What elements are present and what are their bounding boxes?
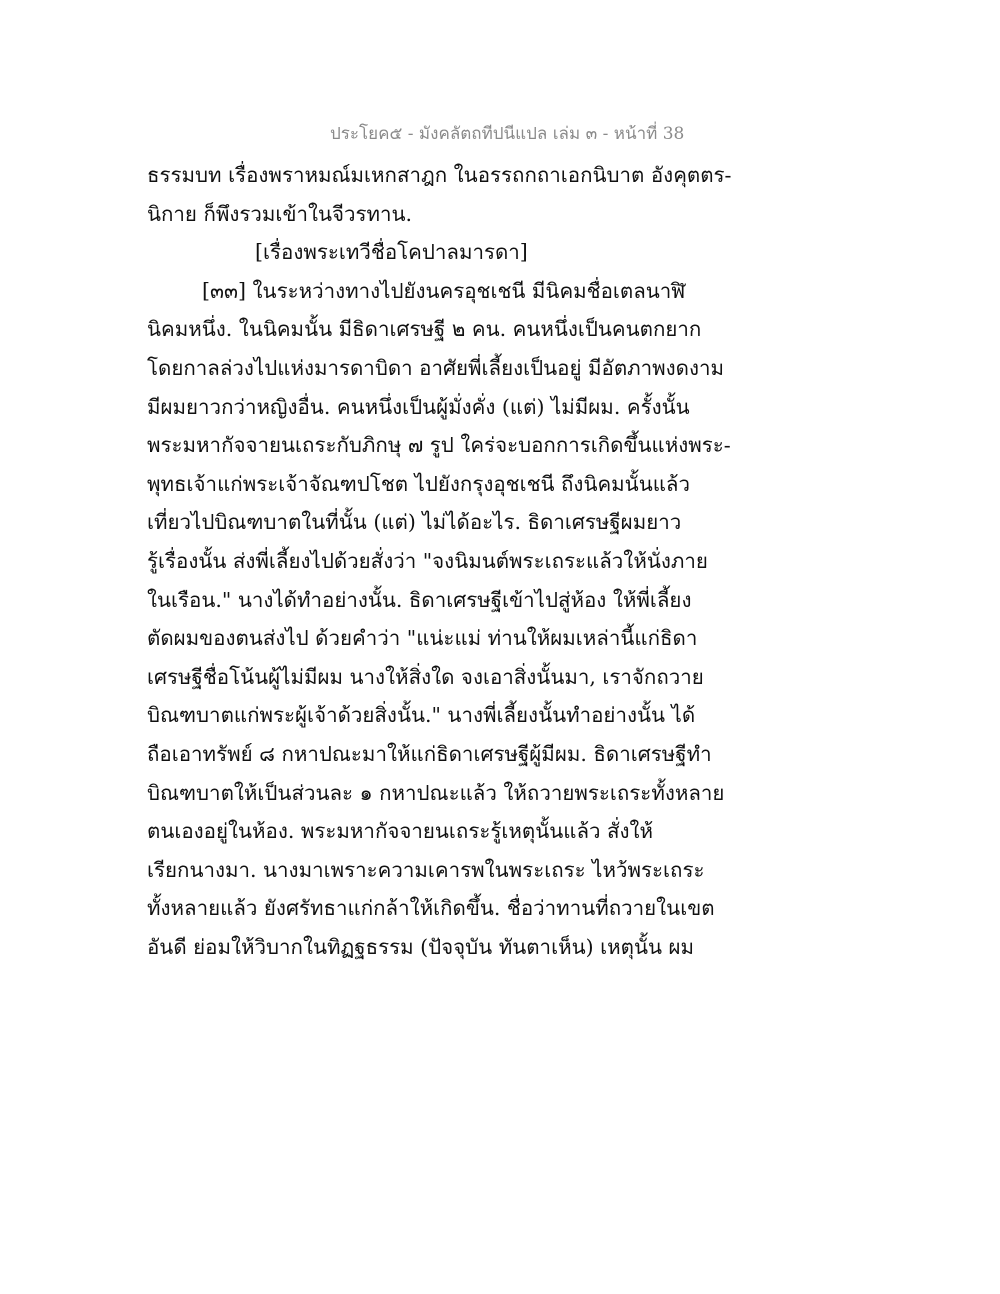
body-text <box>147 156 732 966</box>
text-line: พุทธเจ้าแก่พระเจ้าจัณฑปโชต ไปยังกรุงอุชเชนี ถึงนิคมนั้นแล้ว <box>147 471 690 496</box>
text-line: อันดี ย่อมให้วิบากในทิฏฐธรรม (ปัจจุบัน ทันตาเห็น) เหตุนั้น ผม <box>147 934 695 959</box>
text-line: เศรษฐีชื่อโน้นผู้ไม่มีผม นางให้สิ่งใด จงเอาสิ่งนั้นมา, เราจักถวาย <box>147 664 704 689</box>
text-line: รู้เรื่องนั้น ส่งพี่เลี้ยงไปด้วยสั่งว่า "จงนิมนต์พระเถระแล้วให้นั่งภาย <box>147 548 708 573</box>
text-line: พระมหากัจจายนเถระกับภิกษุ ๗ รูป ใคร่จะบอกการเกิดขึ้นแห่งพระ- <box>147 433 731 458</box>
text-line: ตัดผมของตนส่งไป ด้วยคำว่า "แน่ะแม่ ท่านให้ผมเหล่านี้แก่ธิดา <box>147 626 698 651</box>
text-line: มีผมยาวกว่าหญิงอื่น. คนหนึ่งเป็นผู้มั่งคั่ง (แต่) ไม่มีผม. ครั้งนั้น <box>147 394 690 419</box>
text-line: ถือเอาทรัพย์ ๘ กหาปณะมาให้แก่ธิดาเศรษฐีผู้มีผม. ธิดาเศรษฐีทำ <box>147 741 712 766</box>
text-line: เรียกนางมา. นางมาเพราะความเคารพในพระเถระ ไหว้พระเถระ <box>147 857 705 882</box>
text-line: นิกาย ก็พึงรวมเข้าในจีวรทาน. <box>147 201 413 226</box>
section-heading: [เรื่องพระเทวีชื่อโคปาลมารดา] <box>255 240 528 265</box>
text-line: บิณฑบาตแก่พระผู้เจ้าด้วยสิ่งนั้น." นางพี่เลี้ยงนั้นทำอย่างนั้น ได้ <box>147 703 696 728</box>
text-line: โดยกาลล่วงไปแห่งมารดาบิดา อาศัยพี่เลี้ยงเป็นอยู่ มีอัตภาพงดงาม <box>147 355 725 380</box>
text-line: บิณฑบาตให้เป็นส่วนละ ๑ กหาปณะแล้ว ให้ถวายพระเถระทั้งหลาย <box>147 780 725 805</box>
text-line: ธรรมบท เรื่องพราหมณ์มเหกสาฎก ในอรรถกถาเอกนิบาต อังคุตตร- <box>147 163 732 187</box>
text-line: เที่ยวไปบิณฑบาตในที่นั้น (แต่) ไม่ได้อะไร. ธิดาเศรษฐีผมยาว <box>147 510 682 535</box>
running-header: ประโยค๕ - มังคลัตถทีปนีแปล เล่ม ๓ - หน้าที่ 38 <box>330 124 685 144</box>
text-line: นิคมหนึ่ง. ในนิคมนั้น มีธิดาเศรษฐี ๒ คน. คนหนึ่งเป็นคนตกยาก <box>147 317 702 342</box>
text-line: ทั้งหลายแล้ว ยังศรัทธาแก่กล้าให้เกิดขึ้น. ชื่อว่าทานที่ถวายในเขต <box>147 896 715 921</box>
paragraph-start: [๓๓] ในระหว่างทางไปยังนครอุชเชนี มีนิคมชื่อเตลนาฬิ <box>202 278 686 303</box>
text-line: ในเรือน." นางได้ทำอย่างนั้น. ธิดาเศรษฐีเข้าไปสู่ห้อง ให้พี่เลี้ยง <box>147 587 692 612</box>
text-line: ตนเองอยู่ในห้อง. พระมหากัจจายนเถระรู้เหตุนั้นแล้ว สั่งให้ <box>147 819 654 844</box>
